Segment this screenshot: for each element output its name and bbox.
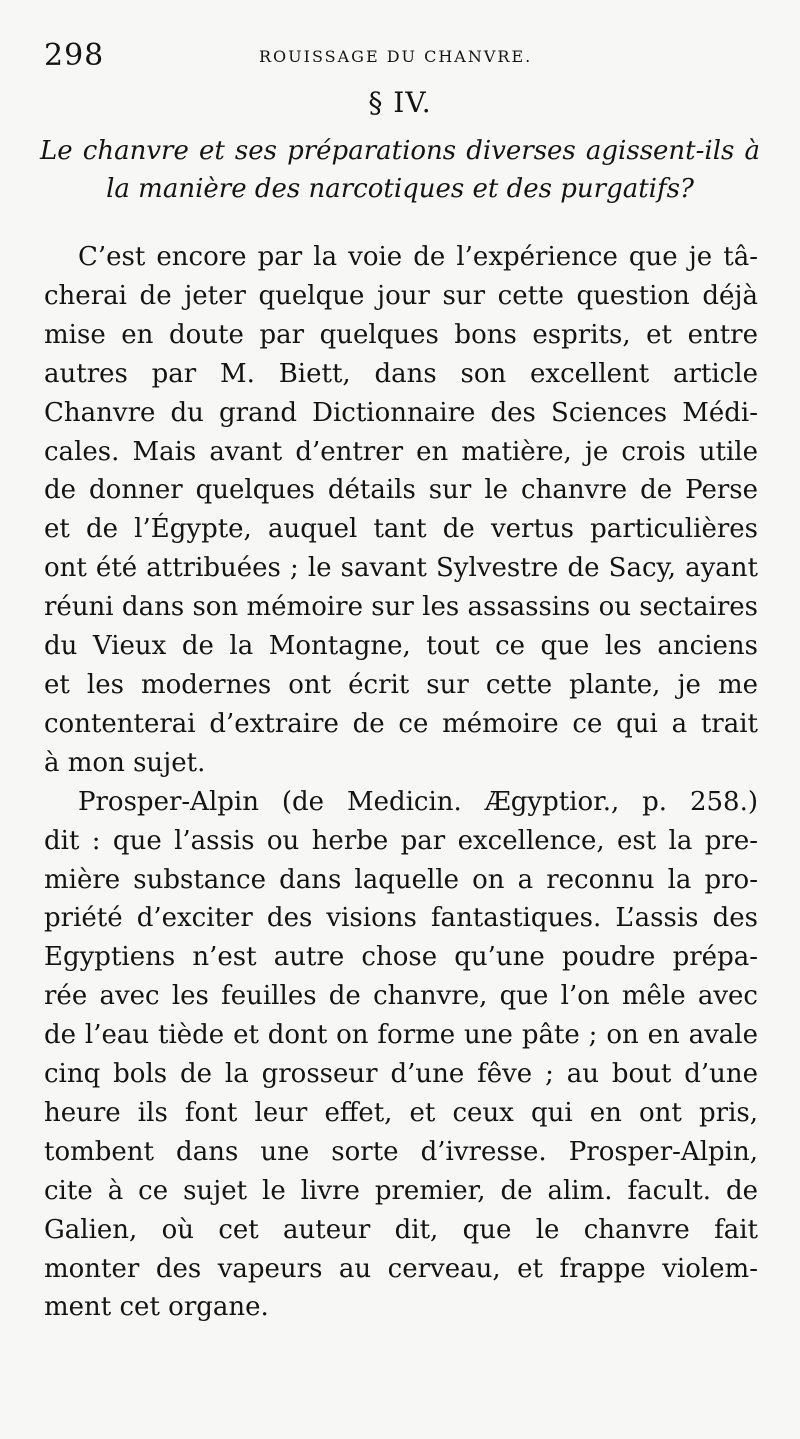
text-line: contenterai d’extraire de ce mémoire ce qui a trait — [44, 708, 758, 739]
subtitle-line: la manière des narcotiques et des purgatifs? — [106, 174, 694, 204]
text-line: mière substance dans laquelle on a reconnu la pro- — [44, 864, 758, 895]
text-line: et les modernes ont écrit sur cette plante, je me — [44, 669, 758, 700]
text-line: réuni dans son mémoire sur les assassins ou sectaires — [44, 592, 758, 623]
text-line: priété d’exciter des visions fantastiques. L’assis des — [44, 903, 758, 934]
section-title: § IV. — [368, 86, 432, 119]
text-line: heure ils font leur effet, et ceux qui en ont pris, — [44, 1097, 758, 1128]
text-line: cite à ce sujet le livre premier, de alim. facult. de — [44, 1175, 758, 1206]
page-header — [44, 38, 760, 78]
subtitle-line: Le chanvre et ses préparations diverses agissent-ils à — [40, 136, 760, 166]
text-line: de donner quelques détails sur le chanvre de Perse — [44, 475, 758, 506]
text-line: cinq bols de la grosseur d’une fêve ; au bout d’une — [44, 1059, 758, 1090]
text-line: tombent dans une sorte d’ivresse. Prosper-Alpin, — [44, 1136, 758, 1167]
text-line: Chanvre du grand Dictionnaire des Sciences Médi- — [44, 397, 758, 428]
body-text — [44, 238, 758, 1327]
text-line: autres par M. Biett, dans son excellent article — [44, 358, 758, 389]
running-head: ROUISSAGE DU CHANVRE. — [259, 47, 533, 66]
text-line: à mon sujet. — [44, 747, 206, 778]
section-subtitle — [40, 132, 760, 208]
text-line: mise en doute par quelques bons esprits, et entre — [44, 319, 758, 350]
text-line: cales. Mais avant d’entrer en matière, je crois utile — [44, 436, 758, 467]
page-number: 298 — [44, 38, 105, 73]
text-line: Egyptiens n’est autre chose qu’une poudre prépa- — [44, 942, 758, 973]
text-line: ont été attribuées ; le savant Sylvestre de Sacy, ayant — [44, 553, 758, 584]
text-line: Galien, où cet auteur dit, que le chanvre fait — [44, 1214, 758, 1245]
text-line: monter des vapeurs au cerveau, et frappe violem- — [44, 1253, 758, 1284]
text-line: et de l’Égypte, auquel tant de vertus particulières — [44, 514, 758, 545]
text-line: rée avec les feuilles de chanvre, que l’on mêle avec — [44, 981, 758, 1012]
text-line: ment cet organe. — [44, 1292, 269, 1323]
text-line: Prosper-Alpin (de Medicin. Ægyptior., p. 258.) — [78, 786, 758, 817]
text-line: dit : que l’assis ou herbe par excellence, est la pre- — [44, 825, 758, 856]
text-line: C’est encore par la voie de l’expérience que je tâ- — [78, 242, 758, 272]
text-line: cherai de jeter quelque jour sur cette question déjà — [44, 280, 758, 311]
text-line: de l’eau tiède et dont on forme une pâte ; on en avale — [44, 1020, 758, 1051]
text-line: du Vieux de la Montagne, tout ce que les anciens — [44, 631, 758, 662]
